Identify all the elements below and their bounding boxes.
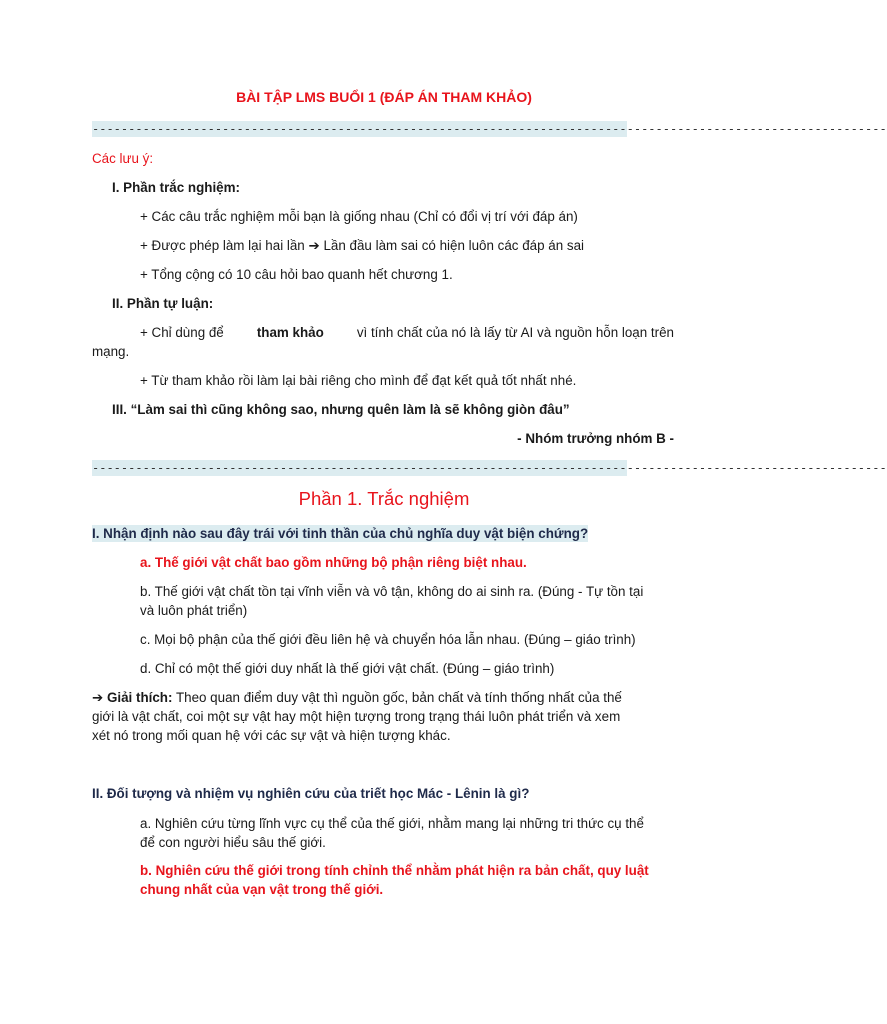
right-arrow-icon: ➔ bbox=[308, 238, 320, 253]
answer-option: b. Thế giới vật chất tồn tại vĩnh viễn và vô tận, không do ai sinh ra. (Đúng - Tự tồn tại bbox=[140, 584, 644, 599]
answer-option: d. Chỉ có một thế giới duy nhất là thế giới vật chất. (Đúng – giáo trình) bbox=[140, 661, 555, 676]
divider-line: -------------------------------------------------------------------------------------------------------------- bbox=[92, 122, 887, 136]
part2-item bbox=[140, 325, 674, 340]
part1-item: + Các câu trắc nghiệm mỗi bạn là giống nhau (Chỉ có đổi vị trí với đáp án) bbox=[140, 209, 578, 224]
explanation-text: xét nó trong mối quan hệ với các sự vật và hiện tượng khác. bbox=[92, 728, 451, 743]
answer-option-continued: và luôn phát triển) bbox=[140, 603, 248, 618]
answer-option-continued: để con người hiểu sâu thế giới. bbox=[140, 835, 326, 850]
right-arrow-icon: ➔ bbox=[92, 690, 104, 705]
part1-heading: I. Phần trắc nghiệm: bbox=[112, 180, 240, 195]
part2-item-continued: mạng. bbox=[92, 344, 130, 359]
part1-item bbox=[140, 238, 584, 254]
part1-item: + Tổng cộng có 10 câu hỏi bao quanh hết chương 1. bbox=[140, 267, 453, 282]
part2-item: + Từ tham khảo rồi làm lại bài riêng cho mình để đạt kết quả tốt nhất nhé. bbox=[140, 373, 577, 388]
explanation-line bbox=[92, 690, 622, 706]
document-title: BÀI TẬP LMS BUỔI 1 (ĐÁP ÁN THAM KHẢO) bbox=[236, 89, 532, 105]
notes-heading: Các lưu ý: bbox=[92, 151, 154, 166]
part2-heading: II. Phần tự luận: bbox=[112, 296, 214, 311]
section-title: Phần 1. Trắc nghiệm bbox=[298, 488, 470, 509]
part2-item-text: vì tính chất của nó là lấy từ AI và nguồn hỗn loạn trên bbox=[356, 325, 674, 340]
signature: - Nhóm trưởng nhóm B - bbox=[517, 431, 674, 446]
part3-heading: III. “Làm sai thì cũng không sao, nhưng quên làm là sẽ không giòn đâu” bbox=[112, 402, 570, 417]
answer-option: a. Nghiên cứu từng lĩnh vực cụ thể của thế giới, nhằm mang lại những tri thức cụ thể bbox=[140, 816, 644, 831]
part1-item-text: + Được phép làm lại hai lần bbox=[140, 238, 305, 253]
answer-correct-continued: chung nhất của vạn vật trong thế giới. bbox=[140, 882, 384, 897]
divider-line: -------------------------------------------------------------------------------------------------------------- bbox=[92, 461, 887, 475]
explanation-text: giới là vật chất, coi một sự vật hay một hiện tượng trong trạng thái luôn phát triển và xem bbox=[92, 709, 621, 724]
question-title: II. Đối tượng và nhiệm vụ nghiên cứu của triết học Mác - Lênin là gì? bbox=[92, 786, 530, 801]
part2-item-text: + Chỉ dùng để bbox=[140, 325, 224, 340]
explanation-label: Giải thích: bbox=[106, 690, 173, 705]
part2-item-bold: tham khảo bbox=[256, 325, 324, 340]
question-title bbox=[92, 526, 588, 541]
question-title-text: I. Nhận định nào sau đây trái với tinh thần của chủ nghĩa duy vật biện chứng? bbox=[92, 526, 589, 541]
answer-option: c. Mọi bộ phận của thế giới đều liên hệ và chuyển hóa lẫn nhau. (Đúng – giáo trình) bbox=[140, 632, 636, 647]
part1-item-text: Lần đầu làm sai có hiện luôn các đáp án sai bbox=[323, 238, 585, 253]
answer-correct: a. Thế giới vật chất bao gồm những bộ phận riêng biệt nhau. bbox=[140, 555, 527, 570]
answer-correct: b. Nghiên cứu thế giới trong tính chỉnh thể nhằm phát hiện ra bản chất, quy luật bbox=[140, 863, 649, 878]
explanation-text: Theo quan điểm duy vật thì nguồn gốc, bản chất và tính thống nhất của thế bbox=[175, 690, 622, 705]
